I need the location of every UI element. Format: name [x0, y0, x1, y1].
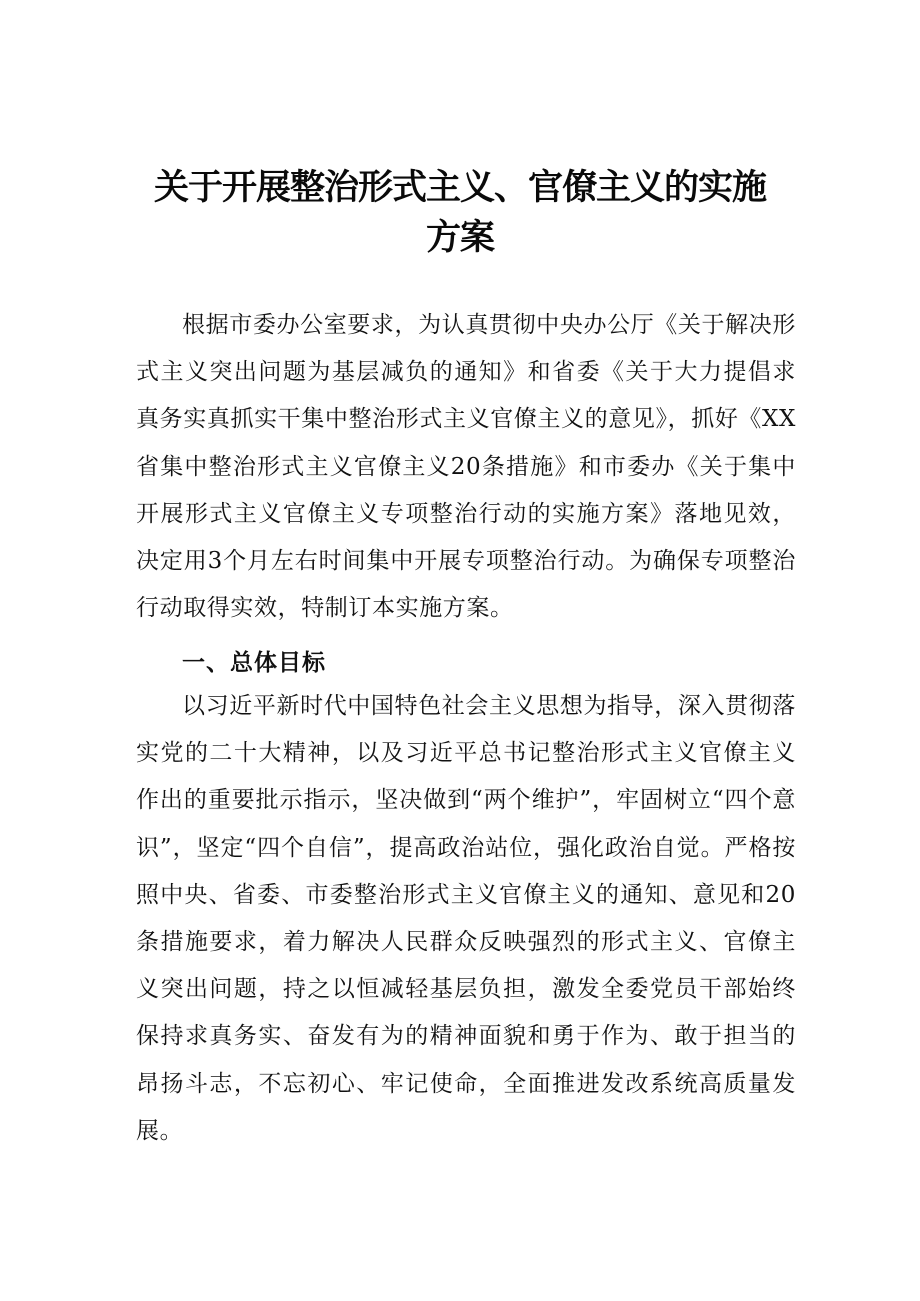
section-paragraph-overall-goals: 以习近平新时代中国特色社会主义思想为指导，深入贯彻落实党的二十大精神，以及习近平总书记整治形式主义官僚主义作出的重要批示指示，坚决做到“两个维护”，牢固树立“四个意识”，坚定“四个自信”，提高政治站位，强化政治自觉。严格按照中央、省委、市委整治形式主义官僚主义的通知、意见和20条措施要求，着力解决人民群众反映强烈的形式主义、官僚主义突出问题，持之以恒减轻基层负担，激发全委党员干部始终保持求真务实、奋发有为的精神面貌和勇于作为、敢于担当的昂扬斗志，不忘初心、牢记使命，全面推进发改系统高质量发展。 [136, 693, 796, 1144]
section-heading-overall-goals: 一、总体目标 [182, 650, 326, 676]
intro-paragraph: 根据市委办公室要求，为认真贯彻中央办公厅《关于解决形式主义突出问题为基层减负的通知》和省委《关于大力提倡求真务实真抓实干集中整治形式主义官僚主义的意见》，抓好《XX省集中整治形式主义官僚主义20条措施》和市委办《关于集中开展形式主义官僚主义专项整治行动的实施方案》落地见效，决定用3个月左右时间集中开展专项整治行动。为确保专项整治行动取得实效，特制订本实施方案。 [136, 312, 796, 622]
document-title-line-1: 关于开展整治形式主义、官僚主义的实施 [153, 168, 766, 208]
document-title-line-2: 方案 [425, 218, 494, 258]
